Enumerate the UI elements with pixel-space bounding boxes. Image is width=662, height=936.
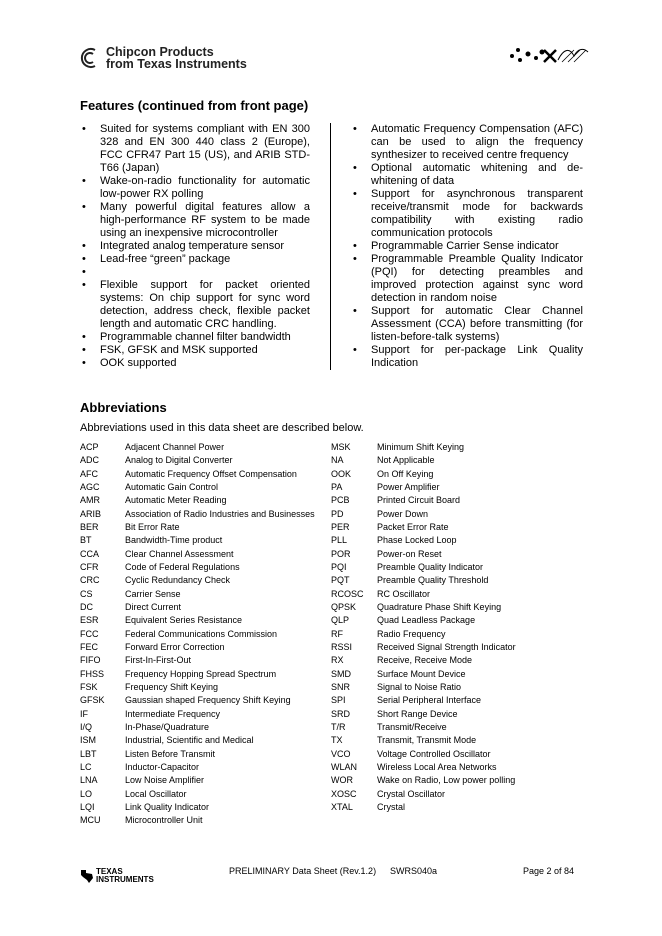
abbreviation-definition: Crystal Oscillator [377, 788, 446, 799]
abbreviations-right-table [331, 441, 516, 814]
features-right-list [351, 123, 583, 370]
abbreviation-row [331, 748, 516, 761]
abbreviation-row [80, 628, 315, 641]
abbreviation-term: BT [80, 535, 92, 546]
abbreviation-definition: Microcontroller Unit [125, 815, 203, 826]
decorative-signal-icon [508, 44, 590, 66]
abbreviation-term: RSSI [331, 641, 353, 652]
feature-item: • Programmable channel filter bandwidth [80, 331, 310, 344]
abbreviation-row [80, 801, 315, 814]
abbreviation-term: PD [331, 508, 344, 519]
abbreviation-definition: Receive, Receive Mode [377, 655, 473, 666]
abbreviation-definition: Wireless Local Area Networks [377, 761, 497, 772]
abbreviation-definition: Direct Current [125, 601, 182, 612]
abbreviation-definition: Inductor-Capacitor [125, 761, 200, 772]
abbreviation-term: ADC [80, 455, 100, 466]
abbreviation-row [80, 668, 315, 681]
abbreviation-row [80, 548, 315, 561]
abbreviation-definition: Preamble Quality Indicator [377, 561, 484, 572]
abbreviation-row [80, 534, 315, 547]
ti-line2: INSTRUMENTS [96, 875, 154, 884]
abbreviation-row [331, 774, 516, 787]
abbreviation-term: XOSC [331, 788, 357, 799]
abbreviation-term: PLL [331, 535, 348, 546]
abbreviations-left-table [80, 441, 315, 828]
abbreviation-term: LO [80, 788, 93, 799]
abbreviation-term: MSK [331, 442, 351, 452]
abbreviation-row [331, 534, 516, 547]
abbreviation-term: ACP [80, 442, 99, 452]
abbreviation-definition: Clear Channel Assessment [125, 548, 234, 559]
abbreviations-intro: Abbreviations used in this data sheet are described below. [80, 422, 364, 434]
abbreviation-term: RCOSC [331, 588, 364, 599]
abbreviation-definition: RC Oscillator [377, 588, 431, 599]
abbreviation-row [80, 641, 315, 654]
abbreviation-definition: Preamble Quality Threshold [377, 575, 489, 586]
abbreviation-term: I/Q [80, 721, 93, 732]
abbreviation-row [331, 788, 516, 801]
feature-item: • Support for asynchronous transparent receive/transmit mode for backwards compatibility with existing radio communication protocols [351, 188, 583, 240]
abbreviation-row [80, 774, 315, 787]
abbreviation-definition: Analog to Digital Converter [125, 455, 233, 466]
feature-item: • FSK, GFSK and MSK supported [80, 344, 310, 357]
abbreviation-definition: Adjacent Channel Power [125, 442, 225, 452]
abbreviation-row [80, 734, 315, 747]
abbreviation-term: T/R [331, 721, 346, 732]
abbreviation-term: WOR [331, 775, 353, 786]
abbreviation-row [331, 481, 516, 494]
abbreviation-row [331, 588, 516, 601]
abbreviation-row [80, 681, 315, 694]
abbreviation-definition: Automatic Gain Control [125, 481, 219, 492]
abbreviation-definition: Printed Circuit Board [377, 495, 461, 506]
abbreviations-title: Abbreviations [80, 400, 167, 415]
feature-item: • OOK supported [80, 357, 310, 370]
abbreviation-definition: Local Oscillator [125, 788, 187, 799]
abbreviation-term: DC [80, 601, 93, 612]
footer-code: SWRS040a [390, 866, 438, 876]
feature-item: • Support for automatic Clear Channel Assessment (CCA) before transmitting (for listen-before-talk systems) [351, 305, 583, 344]
abbreviation-definition: Crystal [377, 801, 406, 812]
abbreviation-term: PA [331, 481, 343, 492]
abbreviation-row [331, 614, 516, 627]
abbreviation-term: QLP [331, 615, 350, 626]
abbreviation-definition: Frequency Shift Keying [125, 681, 219, 692]
abbreviation-definition: Federal Communications Commission [125, 628, 278, 639]
texas-state-icon [80, 868, 94, 884]
abbreviation-row [80, 694, 315, 707]
feature-item: • Flexible support for packet oriented systems: On chip support for sync word detection, address check, flexible packet length and automatic CRC handling. [80, 279, 310, 331]
abbreviation-row [331, 668, 516, 681]
abbreviation-definition: On Off Keying [377, 468, 434, 479]
abbreviation-row [331, 454, 516, 467]
abbreviation-term: AMR [80, 495, 100, 506]
abbreviation-row [331, 628, 516, 641]
abbreviation-term: RX [331, 655, 344, 666]
abbreviation-row [331, 574, 516, 587]
abbreviation-term: CCA [80, 548, 100, 559]
abbreviation-term: FEC [80, 641, 98, 652]
chipcon-logo [80, 46, 247, 70]
abbreviation-term: FSK [80, 681, 98, 692]
abbreviation-definition: Minimum Shift Keying [377, 442, 465, 452]
feature-item: • Support for per-package Link Quality Indication [351, 344, 583, 370]
abbreviation-definition: Surface Mount Device [377, 668, 466, 679]
footer-doc: PRELIMINARY Data Sheet (Rev.1.2) [229, 866, 377, 876]
abbreviation-definition: Power Amplifier [377, 481, 440, 492]
abbreviation-row [331, 734, 516, 747]
abbreviation-definition: Carrier Sense [125, 588, 181, 599]
features-left-list [80, 123, 310, 370]
abbreviation-definition: Frequency Hopping Spread Spectrum [125, 668, 277, 679]
abbreviation-row [80, 614, 315, 627]
abbreviation-row [80, 574, 315, 587]
abbreviation-definition: Serial Peripheral Interface [377, 695, 482, 706]
abbreviation-row [80, 654, 315, 667]
feature-item [80, 266, 310, 279]
abbreviation-row [331, 641, 516, 654]
abbreviation-row [80, 721, 315, 734]
abbreviation-row [331, 561, 516, 574]
abbreviation-definition: Voltage Controlled Oscillator [377, 748, 491, 759]
abbreviation-definition: In-Phase/Quadrature [125, 721, 210, 732]
abbreviation-term: ISM [80, 735, 97, 746]
abbreviation-term: PER [331, 521, 350, 532]
abbreviation-row [80, 748, 315, 761]
abbreviation-term: AGC [80, 481, 100, 492]
feature-item: • Automatic Frequency Compensation (AFC) can be used to align the frequency synthesizer to received centre frequency [351, 123, 583, 162]
feature-item: • Lead-free “green” package [80, 253, 310, 266]
abbreviation-row [331, 654, 516, 667]
abbreviation-term: SMD [331, 668, 351, 679]
abbreviation-term: LC [80, 761, 92, 772]
abbreviation-row [80, 441, 315, 454]
abbreviation-row [331, 801, 516, 814]
abbreviation-term: ARIB [80, 508, 102, 519]
abbreviation-row [80, 521, 315, 534]
abbreviation-term: CFR [80, 561, 99, 572]
abbreviation-definition: Phase Locked Loop [377, 535, 457, 546]
abbreviation-definition: Received Signal Strength Indicator [377, 641, 516, 652]
abbreviation-row [331, 521, 516, 534]
abbreviation-row [80, 481, 315, 494]
feature-item: • Wake-on-radio functionality for automatic low-power RX polling [80, 175, 310, 201]
abbreviation-row [80, 588, 315, 601]
abbreviation-term: LNA [80, 775, 98, 786]
abbreviation-row [80, 788, 315, 801]
abbreviation-definition: Bit Error Rate [125, 521, 180, 532]
abbreviation-term: PQT [331, 575, 350, 586]
abbreviation-term: POR [331, 548, 351, 559]
abbreviation-term: TX [331, 735, 343, 746]
abbreviation-definition: First-In-First-Out [125, 655, 191, 666]
abbreviation-term: BER [80, 521, 99, 532]
abbreviation-definition: Transmit, Transmit Mode [377, 735, 477, 746]
abbreviation-term: FCC [80, 628, 99, 639]
abbreviation-definition: Signal to Noise Ratio [377, 681, 462, 692]
abbreviation-definition: Automatic Frequency Offset Compensation [125, 468, 297, 479]
abbreviation-term: RF [331, 628, 343, 639]
abbreviation-row [331, 494, 516, 507]
abbreviation-definition: Power-on Reset [377, 548, 442, 559]
abbreviation-row [80, 468, 315, 481]
abbreviation-row [331, 681, 516, 694]
abbreviation-definition: Packet Error Rate [377, 521, 449, 532]
abbreviation-term: LBT [80, 748, 97, 759]
abbreviation-row [80, 561, 315, 574]
abbreviation-term: AFC [80, 468, 98, 479]
abbreviation-term: FHSS [80, 668, 105, 679]
abbreviation-row [331, 708, 516, 721]
abbreviation-row [331, 441, 516, 454]
company-line1: Chipcon Products [106, 45, 214, 59]
abbreviation-definition: Intermediate Frequency [125, 708, 221, 719]
abbreviation-row [331, 761, 516, 774]
abbreviation-term: CS [80, 588, 93, 599]
abbreviation-definition: Wake on Radio, Low power polling [377, 775, 516, 786]
abbreviation-term: QPSK [331, 601, 357, 612]
abbreviation-definition: Forward Error Correction [125, 641, 225, 652]
abbreviation-row [80, 814, 315, 827]
abbreviation-term: OOK [331, 468, 352, 479]
abbreviation-term: LQI [80, 801, 95, 812]
ti-line1: TEXAS [96, 867, 123, 876]
abbreviation-row [80, 761, 315, 774]
ti-logo [80, 868, 154, 884]
abbreviation-definition: Cyclic Redundancy Check [125, 575, 231, 586]
abbreviation-term: PQI [331, 561, 347, 572]
abbreviation-definition: Not Applicable [377, 455, 435, 466]
abbreviation-term: CRC [80, 575, 100, 586]
abbreviation-definition: Quadrature Phase Shift Keying [377, 601, 502, 612]
abbreviation-definition: Equivalent Series Resistance [125, 615, 243, 626]
abbreviation-term: XTAL [331, 801, 353, 812]
abbreviation-row [331, 601, 516, 614]
abbreviation-term: MCU [80, 815, 101, 826]
feature-item: • Suited for systems compliant with EN 300 328 and EN 300 440 class 2 (Europe), FCC CFR47 Part 15 (US), and ARIB STD-T66 (Japan) [80, 123, 310, 175]
abbreviation-definition: Association of Radio Industries and Businesses [125, 508, 315, 519]
feature-item: • Many powerful digital features allow a high-performance RF system to be made using an inexpensive microcontroller [80, 201, 310, 240]
abbreviation-row [331, 468, 516, 481]
abbreviation-definition: Transmit/Receive [377, 721, 447, 732]
abbreviation-definition: Quad Leadless Package [377, 615, 476, 626]
abbreviation-row [331, 721, 516, 734]
abbreviation-term: SNR [331, 681, 351, 692]
abbreviation-row [80, 454, 315, 467]
abbreviation-definition: Code of Federal Regulations [125, 561, 240, 572]
abbreviation-row [331, 694, 516, 707]
footer-page: Page 2 of 84 [523, 866, 575, 876]
feature-item: • Programmable Preamble Quality Indicator (PQI) for detecting preambles and improved protection against sync word detection in random noise [351, 253, 583, 305]
abbreviation-row [80, 508, 315, 521]
abbreviation-definition: Bandwidth-Time product [125, 535, 223, 546]
abbreviation-definition: Link Quality Indicator [125, 801, 210, 812]
abbreviation-row [331, 508, 516, 521]
feature-item: • Optional automatic whitening and de-whitening of data [351, 162, 583, 188]
abbreviation-definition: Automatic Meter Reading [125, 495, 227, 506]
abbreviation-definition: Industrial, Scientific and Medical [125, 735, 254, 746]
abbreviation-definition: Radio Frequency [377, 628, 446, 639]
feature-item: • Integrated analog temperature sensor [80, 240, 310, 253]
abbreviation-term: IF [80, 708, 88, 719]
abbreviation-row [80, 708, 315, 721]
abbreviation-term: SPI [331, 695, 346, 706]
feature-item: • Programmable Carrier Sense indicator [351, 240, 583, 253]
features-title: Features (continued from front page) [80, 98, 309, 113]
abbreviation-term: ESR [80, 615, 99, 626]
abbreviation-definition: Power Down [377, 508, 429, 519]
abbreviation-term: WLAN [331, 761, 358, 772]
abbreviation-term: NA [331, 455, 344, 466]
abbreviation-term: FIFO [80, 655, 101, 666]
features-columns [80, 123, 583, 370]
abbreviation-definition: Low Noise Amplifier [125, 775, 205, 786]
abbreviation-term: VCO [331, 748, 351, 759]
abbreviation-row [80, 494, 315, 507]
abbreviation-row [331, 548, 516, 561]
abbreviation-definition: Listen Before Transmit [125, 748, 216, 759]
abbreviation-definition: Short Range Device [377, 708, 458, 719]
abbreviation-term: GFSK [80, 695, 105, 706]
abbreviation-row [80, 601, 315, 614]
company-line2: from Texas Instruments [106, 57, 247, 71]
abbreviation-term: SRD [331, 708, 351, 719]
chipcon-logo-icon [80, 46, 100, 70]
abbreviation-definition: Gaussian shaped Frequency Shift Keying [125, 695, 291, 706]
abbreviation-term: PCB [331, 495, 350, 506]
